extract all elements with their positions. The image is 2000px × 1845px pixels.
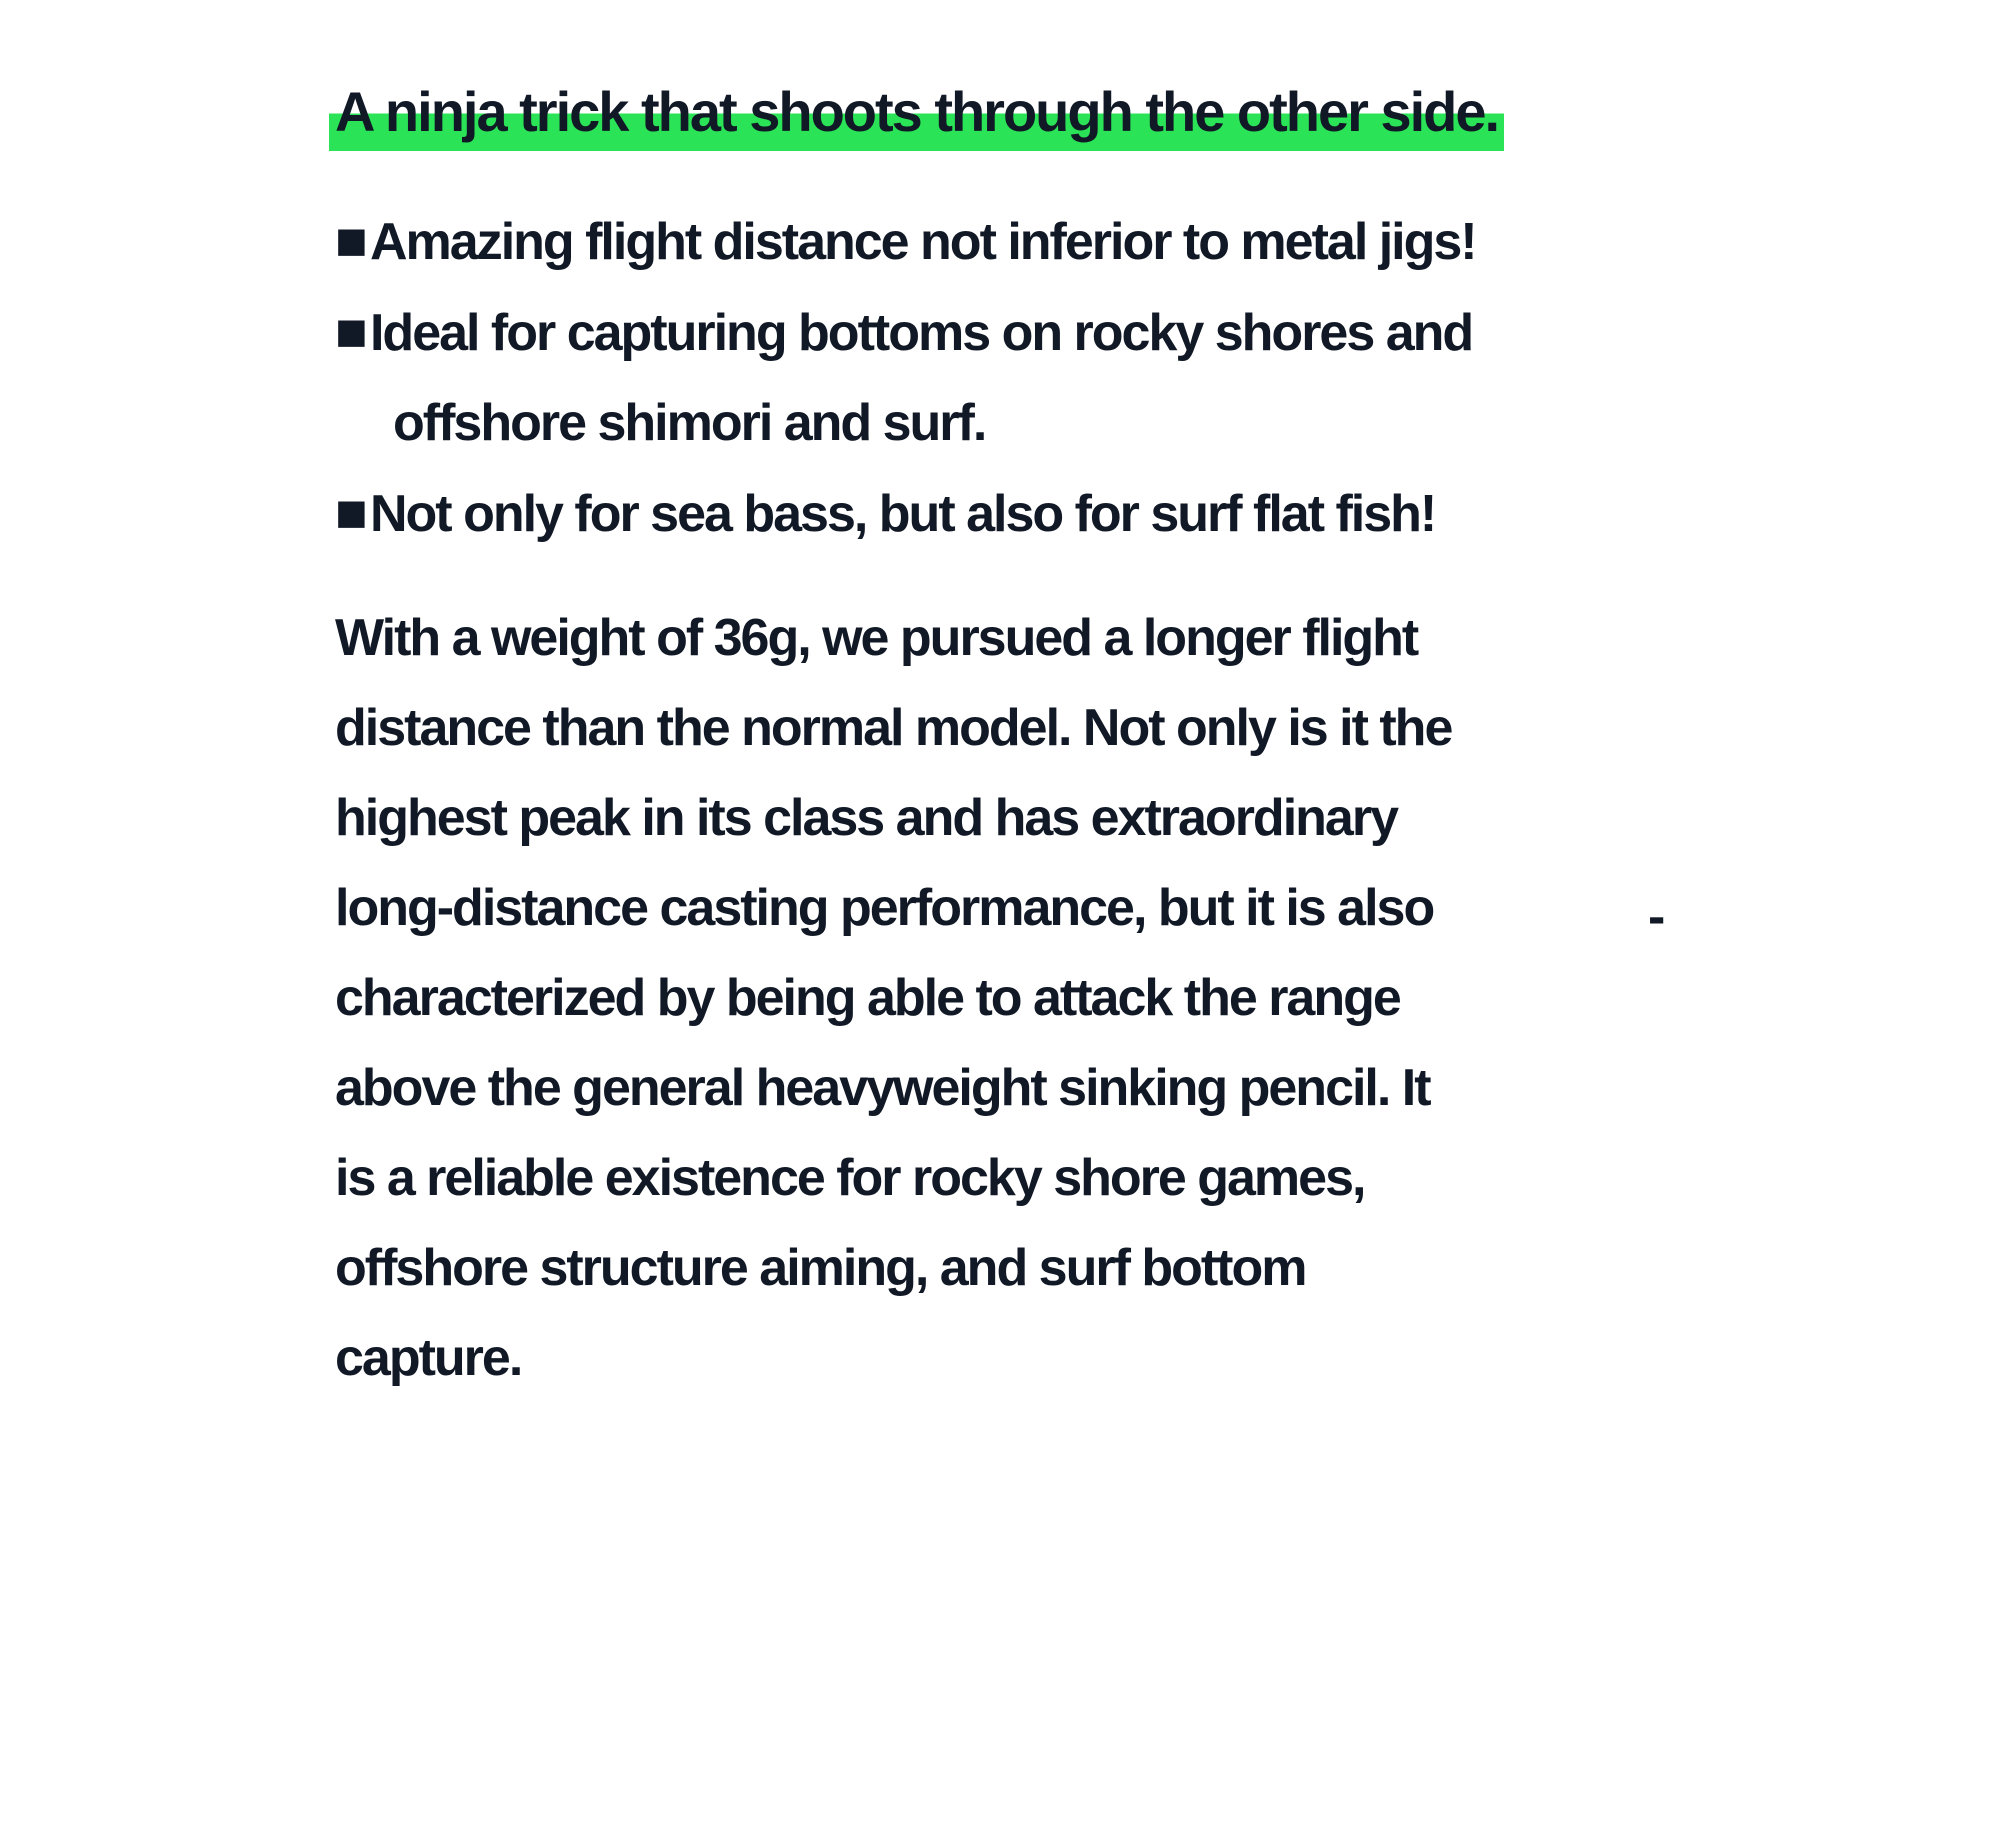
list-item-text: Ideal for capturing bottoms on rocky shores and offshore shimori and surf. [369, 304, 1473, 452]
list-item [335, 196, 1540, 287]
feature-list [335, 196, 1540, 559]
list-item-text: Amazing flight distance not inferior to metal jigs! [369, 213, 1476, 271]
list-item-text: Not only for sea bass, but also for surf flat fish! [369, 485, 1436, 543]
highlighted-heading-text: A ninja trick that shoots through the other side. [329, 80, 1504, 151]
list-item [335, 468, 1540, 559]
black-square-bullet-icon: ■ [335, 482, 368, 543]
list-item [335, 287, 1540, 468]
side-dash-text: - [1648, 888, 1666, 946]
black-square-bullet-icon: ■ [335, 301, 368, 362]
black-square-bullet-icon: ■ [335, 210, 368, 271]
page-title [335, 62, 1615, 162]
description-paragraph: With a weight of 36g, we pursued a longer flight distance than the normal model. Not only is it the highest peak in its class and has extraordinary long-distance casting performance, but it is also characterized by being able to attack the range above the general heavyweight sinking pencil. It is a reliable existence for rocky shore games, offshore structure aiming, and surf bottom capture. [335, 609, 1452, 1387]
